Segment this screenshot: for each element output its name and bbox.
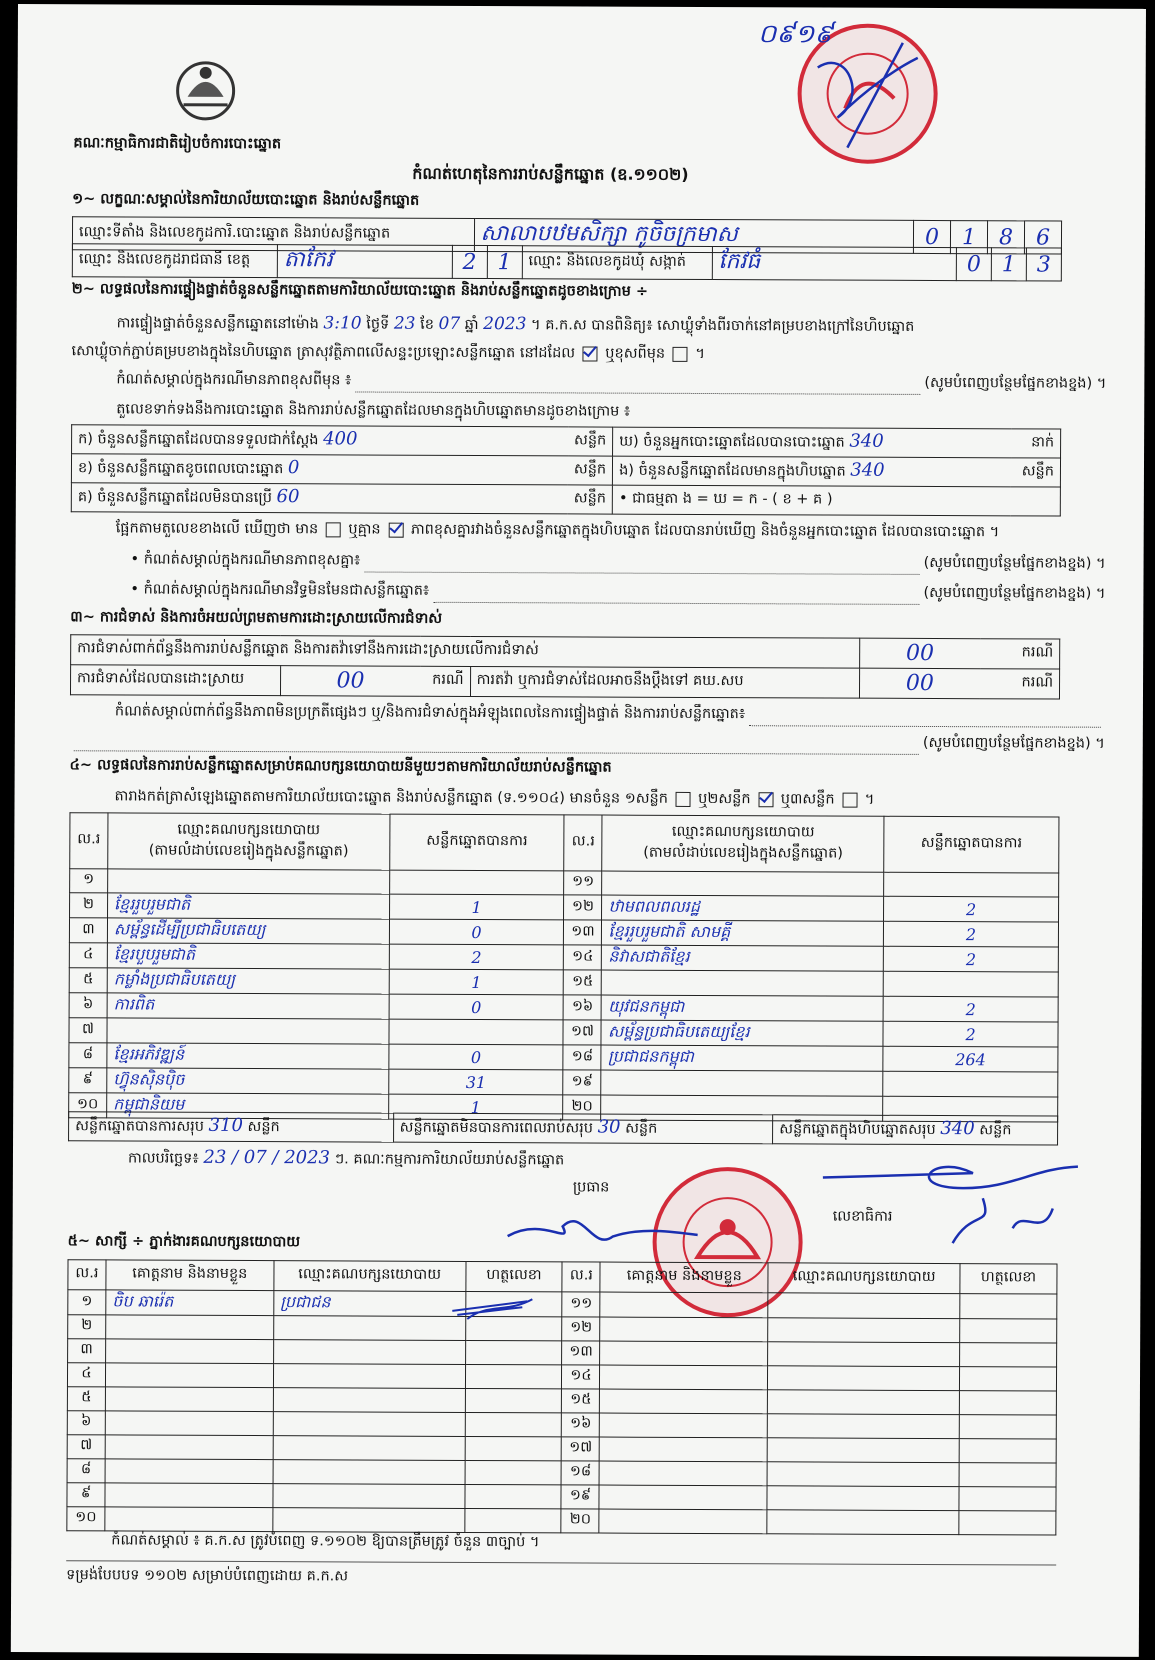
witness-party bbox=[767, 1438, 959, 1463]
witness-name bbox=[105, 1435, 273, 1460]
party-number: ១២ bbox=[564, 895, 602, 920]
party-number: ១ bbox=[70, 869, 108, 893]
party-name: និវាសជាតិខ្មែរ bbox=[602, 945, 884, 971]
witness-name bbox=[106, 1315, 274, 1340]
two-sheets-checkbox[interactable] bbox=[758, 792, 773, 807]
witness-party bbox=[767, 1486, 959, 1511]
nec-emblem-icon bbox=[167, 53, 243, 125]
tally-one-label: តារាងកត់ត្រាសំឡេងឆ្នោតតាមការិយាល័យបោះឆ្នោត និងរាប់សន្លឹកឆ្នោត (ទ.១១០៤) មានចំនួន ១សន្លឹក bbox=[114, 788, 668, 807]
fill-back-note: (សូមបំពេញបន្ថែមផ្នែកខាងខ្នង) ។ bbox=[923, 584, 1106, 602]
complaints-table bbox=[70, 634, 1060, 699]
commune-label: ឈ្មោះ និងលេខកូដឃុំ សង្កាត់ bbox=[522, 246, 712, 280]
verification-line-2: សោឃ្លុំចាក់ភ្ជាប់គម្របខាងក្នុងនៃហិបឆ្នោត ត្រាសុវត្ថិភាពលើសន្ទះប្រឡោះសន្លឹកឆ្នោត នៅដដែល ឬខុសពីមុន ។ bbox=[71, 343, 705, 363]
party-name: សម្ព័ន្ធដើម្បីប្រជាធិបតេយ្យ bbox=[107, 918, 389, 944]
secretary-signature bbox=[813, 1147, 1083, 1248]
party-votes bbox=[389, 870, 564, 895]
total-ballots: សន្លឹកឆ្នោតក្នុងហិបឆ្នោតសរុប 340 សន្លឹក bbox=[773, 1115, 1058, 1145]
station-code-digit: 6 bbox=[1024, 221, 1061, 254]
discrepancy-line bbox=[116, 519, 1000, 544]
total-invalid: សន្លឹកឆ្នោតមិនបានការពេលរាប់សរុប 30 សន្លឹក bbox=[393, 1113, 773, 1144]
witness-name bbox=[599, 1485, 767, 1510]
witness-signature bbox=[960, 1343, 1057, 1367]
verify-month: 07 bbox=[438, 313, 461, 334]
witness-name bbox=[600, 1389, 768, 1414]
note-difference-label: • កំណត់សម្គាល់ក្នុងករណីមានភាពខុសគ្នា៖ bbox=[130, 551, 361, 569]
changed-checkbox[interactable] bbox=[673, 346, 688, 361]
party-number: ១០ bbox=[69, 1093, 107, 1118]
discrepancy-text: ភាពខុសគ្នារវាងចំនួនសន្លឹកឆ្នោតក្នុងហិបឆ្នោត ដែលបានរាប់ឃើញ និងចំនួនអ្នកបោះឆ្នោត ដែលបានបោះឆ្នោត ។ bbox=[410, 521, 1000, 541]
complaint-appeal-value: 00 bbox=[860, 668, 980, 699]
case-unit: ករណី bbox=[980, 639, 1060, 669]
witness-number: ៦ bbox=[67, 1411, 105, 1435]
witness-number: ២០ bbox=[561, 1509, 599, 1533]
party-number: ៦ bbox=[69, 993, 107, 1018]
party-name: កម្ពុជានិយម bbox=[107, 1093, 389, 1119]
witness-party bbox=[273, 1412, 465, 1437]
commune-code-digit: 3 bbox=[1026, 248, 1061, 281]
witness-number: ១០ bbox=[67, 1507, 105, 1531]
party-votes: 1 bbox=[388, 1094, 563, 1120]
irregularity-note-line bbox=[115, 702, 1105, 727]
note-diff-label: កំណត់សម្គាល់ក្នុងករណីមានភាពខុសពីមុន ៖ bbox=[116, 371, 352, 389]
seal-text: សោឃ្លុំចាក់ភ្ជាប់គម្របខាងក្នុងនៃហិបឆ្នោត ត្រាសុវត្ថិភាពលើសន្ទះប្រឡោះសន្លឹកឆ្នោត នៅដដែល bbox=[71, 343, 576, 362]
col-party: ឈ្មោះគណបក្សនយោបាយ (តាមលំដាប់លេខរៀងក្នុងសន្លឹកឆ្នោត) bbox=[602, 815, 884, 872]
witness-number: ៥ bbox=[67, 1387, 105, 1411]
party-number: ៨ bbox=[69, 1043, 107, 1068]
verify-year: 2023 bbox=[483, 314, 527, 335]
secretary-label: លេខាធិការ bbox=[832, 1208, 893, 1225]
witness-number: ១៣ bbox=[562, 1341, 600, 1365]
has-difference-checkbox[interactable] bbox=[326, 522, 341, 537]
party-name: ខ្មែររួបរួមជាតិ bbox=[107, 893, 389, 919]
party-votes: 0 bbox=[389, 919, 564, 945]
counts-table bbox=[71, 424, 1061, 516]
witness-name bbox=[599, 1509, 767, 1534]
witness-party bbox=[767, 1462, 959, 1487]
verification-line-1 bbox=[117, 312, 915, 338]
table-row bbox=[69, 918, 1058, 947]
witness-party bbox=[767, 1510, 959, 1535]
station-label: ឈ្មោះទីតាំង និងលេខកូដការិ.បោះឆ្នោត និងរាប់សន្លឹកឆ្នោត bbox=[72, 217, 474, 252]
note-foreign-line bbox=[130, 580, 1105, 605]
party-votes: 1 bbox=[389, 969, 564, 995]
section-4-heading: ៤~ លទ្ធផលនៃការរាប់សន្លឹកឆ្នោតសម្រាប់គណបក្សនយោបាយនីមួយៗតាមការិយាល័យរាប់សន្លឹកឆ្នោត bbox=[69, 757, 612, 776]
note-diff-line bbox=[116, 370, 1106, 395]
witness-signature bbox=[465, 1484, 562, 1508]
date-value: 23 / 07 / 2023 bbox=[203, 1146, 331, 1169]
commune-code-digit: 1 bbox=[991, 248, 1026, 281]
station-code-digit: 0 bbox=[913, 220, 950, 253]
witness-party bbox=[273, 1460, 465, 1485]
witness-party bbox=[273, 1340, 465, 1365]
verify-text: ។ គ.ក.ស បានពិនិត្យ៖ សោឃ្លុំទាំងពីរចាក់នៅគម្របខាងក្រៅនៃហិបឆ្នោត bbox=[531, 317, 915, 335]
count-b-unit: សន្លឹក bbox=[568, 456, 613, 485]
party-votes bbox=[883, 971, 1058, 997]
totals-table bbox=[68, 1111, 1058, 1145]
party-number: ៩ bbox=[69, 1068, 107, 1093]
count-a-value: 400 bbox=[323, 428, 358, 450]
witness-1-signature bbox=[447, 1293, 537, 1321]
fill-back-note: (សូមបំពេញបន្ថែមផ្នែកខាងខ្នង) ។ bbox=[922, 734, 1105, 752]
witness-number: ១១ bbox=[562, 1292, 600, 1317]
witness-number: ១ bbox=[68, 1290, 106, 1315]
col-votes: សន្លឹកឆ្នោតបានការ bbox=[884, 816, 1059, 873]
witness-name bbox=[600, 1413, 768, 1438]
col-name: គោត្តនាម និងនាមខ្លួន bbox=[600, 1262, 768, 1293]
count-c-value: 60 bbox=[276, 486, 300, 508]
party-votes: 2 bbox=[389, 944, 564, 970]
fill-back-note: (សូមបំពេញបន្ថែមផ្នែកខាងខ្នង) ។ bbox=[924, 374, 1107, 392]
section-5-heading: ៥~ សាក្សី ÷ ភ្នាក់ងារគណបក្សនយោបាយ bbox=[67, 1233, 301, 1251]
party-name bbox=[601, 1070, 883, 1096]
witness-number: ១៦ bbox=[562, 1413, 600, 1437]
witness-signature bbox=[960, 1294, 1057, 1319]
col-no: ល.រ bbox=[68, 1260, 106, 1290]
party-name: ខ្មែរបួបរួមជាតិ bbox=[107, 943, 389, 969]
complaint-resolved-label: ការជំទាស់ដែលបានដោះស្រាយ bbox=[70, 665, 280, 696]
count-a-unit: សន្លឹក bbox=[568, 427, 613, 456]
witness-party bbox=[273, 1436, 465, 1461]
total-invalid-value: 30 bbox=[597, 1116, 621, 1138]
date-line bbox=[128, 1146, 564, 1172]
witness-party: ប្រជាជន bbox=[274, 1291, 466, 1317]
party-name: ឋាមពលពលរដ្ឋ bbox=[602, 895, 884, 921]
party-number: ១៧ bbox=[563, 1020, 601, 1045]
count-b-value: 0 bbox=[287, 457, 300, 479]
province-label: ឈ្មោះ និងលេខកូដរាជធានី ខេត្ត bbox=[72, 244, 277, 278]
party-name: ប្រជាជនកម្ពុជា bbox=[601, 1045, 883, 1071]
witness-signature bbox=[959, 1487, 1056, 1511]
three-sheets-checkbox[interactable] bbox=[842, 792, 857, 807]
fill-back-note: (សូមបំពេញបន្ថែមផ្នែកខាងខ្នង) ។ bbox=[923, 554, 1106, 572]
formula-note: • ជាធម្មតា ង = ឃ = ក - ( ខ + គ ) bbox=[612, 485, 1060, 516]
witness-table bbox=[66, 1259, 1057, 1535]
party-votes: 2 bbox=[883, 996, 1058, 1022]
complaint-total-label: ការជំទាស់ពាក់ព័ន្ធនឹងការរាប់សន្លឹកឆ្នោត និងការតវ៉ាទៅនឹងការដោះស្រាយលើការជំទាស់ bbox=[71, 635, 860, 668]
witness-name bbox=[105, 1459, 273, 1484]
witness-name bbox=[106, 1339, 274, 1364]
witness-number: ៨ bbox=[67, 1459, 105, 1483]
count-c-unit: សន្លឹក bbox=[568, 485, 613, 514]
commune-name: កែវធំ bbox=[712, 247, 957, 281]
stamp-signature bbox=[807, 37, 928, 158]
org-name: គណៈកម្មាធិការជាតិរៀបចំការបោះឆ្នោត bbox=[73, 135, 282, 153]
witness-number: ៤ bbox=[67, 1363, 105, 1387]
witness-signature bbox=[959, 1415, 1056, 1439]
witness-party bbox=[768, 1293, 960, 1319]
witness-party bbox=[273, 1316, 465, 1341]
final-note: កំណត់សម្គាល់ ៖ គ.ក.ស ត្រូវបំពេញ ទ.១១០២ ឱ្យបានត្រឹមត្រូវ ចំនួន ៣ច្បាប់ ។ bbox=[111, 1532, 540, 1551]
party-votes: 0 bbox=[389, 1044, 564, 1070]
party-votes: 0 bbox=[389, 994, 564, 1020]
witness-name bbox=[600, 1437, 768, 1462]
chair-signature bbox=[503, 1196, 703, 1257]
party-votes bbox=[884, 872, 1059, 897]
complaint-resolved-value: 00 bbox=[280, 666, 420, 697]
witness-party bbox=[768, 1366, 960, 1391]
party-votes: 2 bbox=[884, 921, 1059, 947]
count-e-label: ង) ចំនួនសន្លឹកឆ្នោតដែលមានក្នុងហិបឆ្នោត 340 bbox=[613, 456, 1011, 487]
witness-name bbox=[600, 1365, 768, 1390]
party-number: ២ bbox=[70, 893, 108, 918]
witness-signature bbox=[465, 1340, 562, 1364]
col-name: គោត្តនាម និងនាមខ្លួន bbox=[106, 1260, 274, 1291]
complaint-appeal-label: ការតវ៉ា ឬការជំទាស់ដែលអាចនឹងប្តឹងទៅ គឃ.សប bbox=[470, 666, 860, 698]
witness-party bbox=[273, 1508, 465, 1533]
count-a-label: ក) ចំនួនសន្លឹកឆ្នោតដែលបានទទួលជាក់ស្តែង 400 bbox=[72, 425, 569, 456]
section-1-heading: ១~ លក្ខណៈសម្គាល់នៃការិយាល័យបោះឆ្នោត និងរាប់សន្លឹកឆ្នោត bbox=[72, 191, 420, 209]
col-no: ល.រ bbox=[564, 815, 602, 871]
count-d-value: 340 bbox=[849, 430, 884, 452]
count-d-label: ឃ) ចំនួនអ្នកបោះឆ្នោតដែលបានបោះឆ្នោត 340 bbox=[613, 427, 1011, 458]
col-signature: ហត្ថលេខា bbox=[960, 1264, 1057, 1294]
witness-signature bbox=[465, 1436, 562, 1460]
irregularity-note-line-2 bbox=[70, 730, 1105, 756]
tally-sheets-line: តារាងកត់ត្រាសំឡេងឆ្នោតតាមការិយាល័យបោះឆ្នោត និងរាប់សន្លឹកឆ្នោត (ទ.១១០៤) មានចំនួន ១សន្លឹក ឬ២សន្លឹក ឬ៣សន្លឹក ។ bbox=[114, 788, 875, 808]
col-party: ឈ្មោះគណបក្សនយោបាយ (តាមលំដាប់លេខរៀងក្នុងសន្លឹកឆ្នោត) bbox=[108, 813, 390, 870]
party-name bbox=[602, 970, 884, 996]
station-code-digit: 8 bbox=[987, 221, 1024, 254]
form-sheet bbox=[11, 4, 1146, 1657]
witness-signature bbox=[960, 1367, 1057, 1391]
party-name: សម្ព័ន្ធប្រជាធិបតេយ្យខ្មែរ bbox=[601, 1020, 883, 1046]
witness-party bbox=[768, 1390, 960, 1415]
party-number: ៧ bbox=[69, 1018, 107, 1043]
party-number: ១៨ bbox=[563, 1045, 601, 1070]
station-name: សាលាបឋមសិក្សា កូចិចក្រមាស bbox=[474, 218, 914, 253]
witness-party bbox=[768, 1342, 960, 1367]
witness-name bbox=[600, 1292, 768, 1318]
party-number: ១៦ bbox=[564, 995, 602, 1020]
witness-number: ១២ bbox=[562, 1317, 600, 1341]
count-b-label: ខ) ចំនួនសន្លឹកឆ្នោតខូចពេលបោះឆ្នោត 0 bbox=[71, 454, 568, 485]
party-number: ៣ bbox=[69, 918, 107, 943]
section-2-heading: ២~ លទ្ធផលនៃការផ្ទៀងផ្ទាត់ចំនួនសន្លឹកឆ្នោតតាមការិយាល័យបោះឆ្នោត និងរាប់សន្លឹកឆ្នោតដូចខាងក្រោម ÷ bbox=[71, 281, 649, 300]
party-number: ២០ bbox=[563, 1095, 601, 1120]
witness-name: ចិប ឆារ៉េត bbox=[106, 1290, 274, 1316]
province-code-digit: 2 bbox=[452, 245, 487, 278]
col-no: ល.រ bbox=[70, 813, 108, 869]
witness-name bbox=[600, 1461, 768, 1486]
party-results-table bbox=[68, 812, 1059, 1122]
col-party: ឈ្មោះគណបក្សនយោបាយ bbox=[768, 1263, 960, 1294]
party-votes bbox=[389, 1019, 564, 1045]
count-c-label: គ) ចំនួនសន្លឹកឆ្នោតដែលមិនបានប្រើ 60 bbox=[71, 483, 568, 514]
witness-name bbox=[600, 1317, 768, 1342]
witness-party bbox=[768, 1318, 960, 1343]
table-row bbox=[69, 968, 1058, 997]
date-label: កាលបរិច្ឆេទ៖ bbox=[127, 1150, 199, 1167]
discrepancy-has-label: ផ្អែកតាមតួលេខខាងលើ ឃើញថា មាន bbox=[115, 520, 319, 538]
note-foreign-label: • កំណត់សម្គាល់ក្នុងករណីមានវិទ្ធមិនមែនជាសន្លឹកឆ្នោត៖ bbox=[130, 581, 430, 599]
case-unit: ករណី bbox=[980, 669, 1060, 699]
location-table bbox=[72, 243, 1062, 281]
party-name: ខ្មែរអភិវឌ្ឍន៍ bbox=[107, 1043, 389, 1069]
party-number: ១១ bbox=[564, 871, 602, 895]
table-row bbox=[67, 1507, 1056, 1535]
witness-party bbox=[273, 1388, 465, 1413]
witness-signature bbox=[959, 1511, 1056, 1535]
witness-name bbox=[600, 1341, 768, 1366]
party-number: ១៤ bbox=[564, 945, 602, 970]
unchanged-checkbox[interactable] bbox=[583, 346, 598, 361]
verify-day: 23 bbox=[393, 313, 416, 334]
one-sheet-checkbox[interactable] bbox=[676, 791, 691, 806]
verify-day-label: ថ្ងៃទី bbox=[366, 316, 390, 333]
form-footer: ទម្រង់បែបបទ ១១០២ សម្រាប់បំពេញដោយ គ.ក.ស bbox=[66, 1567, 349, 1585]
witness-name bbox=[105, 1411, 273, 1436]
discrepancy-none-label: ឬគ្មាន bbox=[348, 521, 381, 538]
party-name: ការពិត bbox=[107, 993, 389, 1019]
col-party: ឈ្មោះគណបក្សនយោបាយ bbox=[274, 1261, 466, 1292]
commune-code-digit: 0 bbox=[956, 248, 991, 281]
party-votes: 2 bbox=[884, 896, 1059, 922]
party-votes: 1 bbox=[389, 894, 564, 920]
verify-month-label: ខែ bbox=[420, 316, 434, 333]
party-name bbox=[108, 869, 390, 894]
stamp-handwritten-number: ០៩១៩ bbox=[757, 19, 833, 50]
tally-three-label: ឬ៣សន្លឹក bbox=[780, 791, 835, 808]
witness-number: ១៩ bbox=[561, 1485, 599, 1509]
witness-signature bbox=[960, 1319, 1057, 1343]
verify-time-label: ការផ្ទៀងផ្ទាត់ចំនួនសន្លឹកឆ្នោតនៅម៉ោង bbox=[116, 315, 319, 333]
witness-signature bbox=[465, 1412, 562, 1436]
changed-label: ឬខុសពីមុន bbox=[605, 345, 666, 362]
party-name: កម្លាំងប្រជាធិបតេយ្យ bbox=[107, 968, 389, 994]
total-valid-value: 310 bbox=[208, 1114, 243, 1136]
tally-two-label: ឬ២សន្លឹក bbox=[698, 790, 751, 808]
witness-number: ១៤ bbox=[562, 1365, 600, 1389]
witness-number: ១៥ bbox=[562, 1389, 600, 1413]
footer-divider bbox=[66, 1560, 1056, 1565]
party-number: ៤ bbox=[69, 943, 107, 968]
party-votes bbox=[883, 1071, 1058, 1097]
witness-name bbox=[105, 1507, 273, 1532]
witness-number: ៧ bbox=[67, 1435, 105, 1459]
total-ballots-value: 340 bbox=[940, 1118, 975, 1140]
witness-number: ១៧ bbox=[562, 1437, 600, 1461]
witness-party bbox=[273, 1484, 465, 1509]
witness-signature bbox=[959, 1463, 1056, 1487]
irregularity-note-label: កំណត់សម្គាល់ពាក់ព័ន្ធនឹងភាពមិនប្រក្រតីផ្សេងៗ ឬ/និងការជំទាស់ក្នុងអំឡុងពេលនៃការផ្ទៀងផ្ទាត់ និងការរាប់សន្លឹកឆ្នោត៖ bbox=[114, 703, 746, 723]
col-no: ល.រ bbox=[562, 1262, 600, 1292]
party-name: ហ៊្វុនស៊ិនប៉ិច bbox=[107, 1068, 389, 1094]
witness-signature bbox=[465, 1388, 562, 1412]
verify-time: 3:10 bbox=[323, 313, 362, 334]
witness-number: ២ bbox=[68, 1315, 106, 1339]
party-name: ខ្មែររួបរួមជាតិ សាមគ្គី bbox=[602, 920, 884, 946]
witness-signature bbox=[464, 1508, 561, 1532]
province-code-digit: 1 bbox=[487, 246, 522, 279]
party-votes: 31 bbox=[388, 1069, 563, 1095]
chair-label: ប្រធាន bbox=[572, 1179, 610, 1196]
witness-signature bbox=[959, 1439, 1056, 1463]
party-name bbox=[602, 871, 884, 896]
witness-name bbox=[105, 1387, 273, 1412]
witness-number: ១៨ bbox=[562, 1461, 600, 1485]
figures-intro: តួលេខទាក់ទងនឹងការបោះឆ្នោត និងការរាប់សន្លឹកឆ្នោតដែលមានក្នុងហិបឆ្នោតមានដូចខាងក្រោម ៖ bbox=[116, 401, 631, 420]
col-signature: ហត្ថលេខា bbox=[466, 1261, 563, 1291]
committee-label: ៗ. គណៈកម្មការការិយាល័យរាប់សន្លឹកឆ្នោត bbox=[334, 1151, 565, 1169]
party-number: ១៣ bbox=[564, 920, 602, 945]
count-e-unit: សន្លឹក bbox=[1010, 458, 1060, 487]
witness-number: ៩ bbox=[67, 1483, 105, 1507]
witness-name bbox=[105, 1363, 273, 1388]
party-number: ១៩ bbox=[563, 1070, 601, 1095]
col-votes: សន្លឹកឆ្នោតបានការ bbox=[389, 814, 564, 871]
province-name: តាកែវ bbox=[277, 245, 452, 279]
witness-party bbox=[768, 1414, 960, 1439]
party-name: យុវជនកម្ពុជា bbox=[602, 995, 884, 1021]
party-number: ៥ bbox=[69, 968, 107, 993]
witness-name bbox=[105, 1483, 273, 1508]
witness-signature bbox=[465, 1460, 562, 1484]
witness-signature bbox=[465, 1364, 562, 1388]
party-votes: 2 bbox=[883, 1021, 1058, 1047]
note-difference-line bbox=[131, 550, 1106, 575]
witness-signature bbox=[959, 1391, 1056, 1415]
count-e-value: 340 bbox=[850, 459, 885, 481]
form-title: កំណត់ហេតុនៃការរាប់សន្លឹកឆ្នោត (ឧ.១១០២) bbox=[412, 163, 689, 184]
total-valid: សន្លឹកឆ្នោតបានការសរុប 310 សន្លឹក bbox=[69, 1112, 394, 1142]
verify-year-label: ឆ្នាំ bbox=[464, 316, 479, 334]
party-number: ១៥ bbox=[564, 970, 602, 995]
count-d-unit: នាក់ bbox=[1011, 429, 1061, 458]
party-name bbox=[107, 1018, 389, 1044]
witness-party bbox=[273, 1364, 465, 1389]
party-votes: 264 bbox=[883, 1046, 1058, 1072]
no-difference-checkbox[interactable] bbox=[388, 522, 403, 537]
party-votes: 2 bbox=[883, 946, 1058, 972]
station-code-digit: 1 bbox=[950, 221, 987, 254]
witness-number: ៣ bbox=[68, 1339, 106, 1363]
section-3-heading: ៣~ ការជំទាស់ និងការចំអយល់ព្រមតាមការដោះស្រាយលើការជំទាស់ bbox=[70, 609, 443, 627]
complaint-total-value: 00 bbox=[860, 638, 980, 669]
case-unit: ករណី bbox=[420, 666, 470, 696]
